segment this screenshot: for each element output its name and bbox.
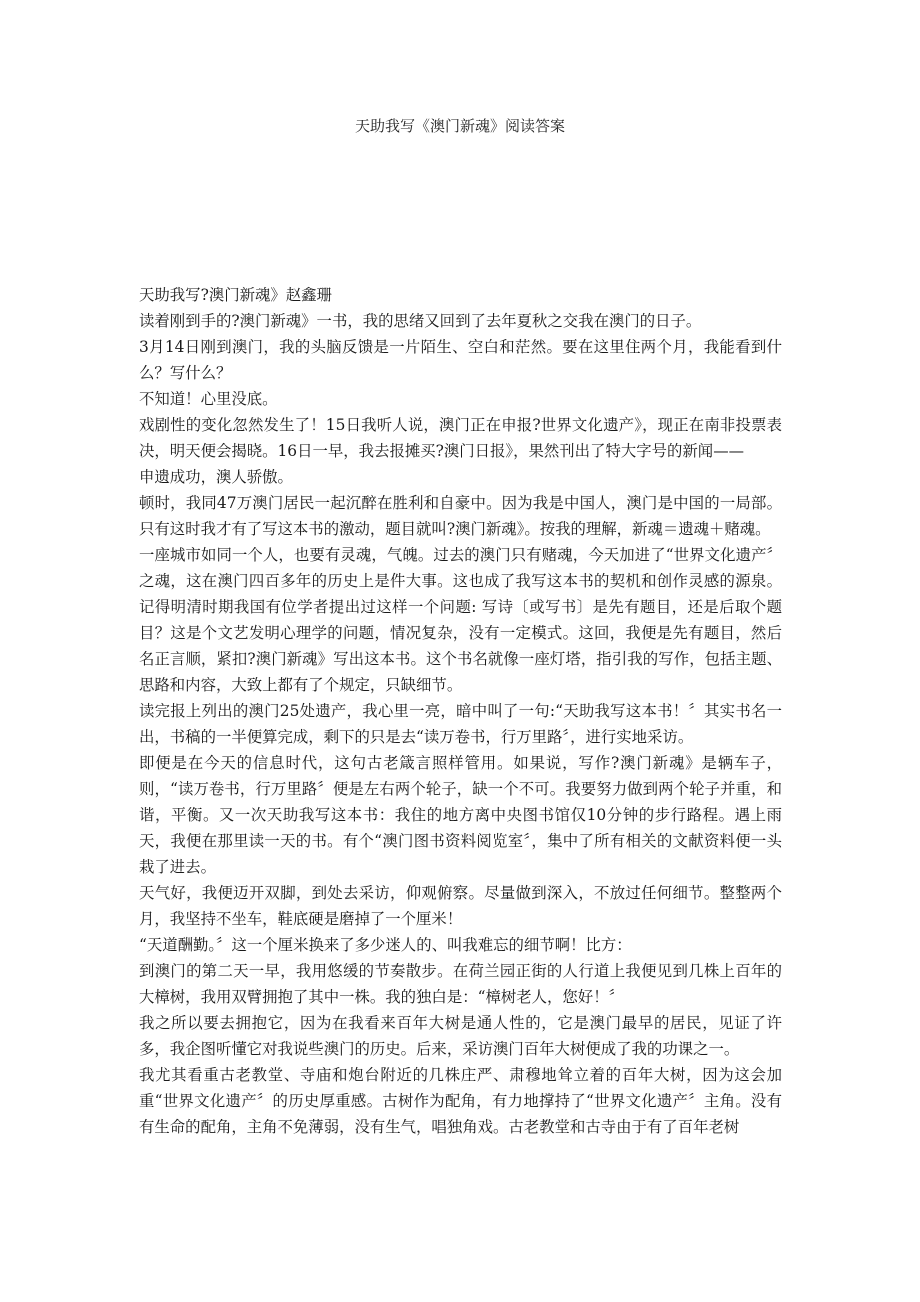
paragraph: 我尤其看重古老教堂、寺庙和炮台附近的几株庄严、肃穆地耸立着的百年大树，因为这会加重“世界文化遗产〞的历史厚重感。古树作为配角，有力地撑持了“世界文化遗产〞主角。没有有生命的配角，主角不免薄弱，没有生气，唱独角戏。古老教堂和古寺由于有了百年老树: [139, 1066, 782, 1136]
paragraph: 不知道！心里没底。: [139, 390, 278, 408]
paragraph: 我之所以要去拥抱它，因为在我看来百年大树是通人性的，它是澳门最早的居民，见证了许多，我企图听懂它对我说些澳门的历史。后来，采访澳门百年大树便成了我的功课之一。: [139, 1014, 782, 1058]
paragraph: 到澳门的第二天一早，我用悠缓的节奏散步。在荷兰园正街的人行道上我便见到几株上百年的大樟树，我用双臂拥抱了其中一株。我的独白是：“樟树老人，您好！〞: [139, 962, 782, 1006]
paragraph: “天道酬勤。〞这一个厘米换来了多少迷人的、叫我难忘的细节啊！比方：: [139, 936, 632, 954]
paragraph: 天气好，我便迈开双脚，到处去采访，仰观俯察。尽量做到深入，不放过任何细节。整整两个月，我坚持不坐车，鞋底硬是磨掉了一个厘米！: [139, 884, 782, 928]
page-title: 天助我写《澳门新魂》阅读答案: [354, 117, 565, 135]
paragraph: 3月14日刚到澳门，我的头脑反馈是一片陌生、空白和茫然。要在这里住两个月，我能看到什么？写什么？: [139, 338, 782, 382]
paragraph: 申遗成功，澳人骄傲。: [139, 468, 293, 486]
paragraph: 读完报上列出的澳门25处遗产，我心里一亮，暗中叫了一句:“天助我写这本书！〞其实书名一出，书稿的一半便算完成，剩下的只是去“读万卷书，行万里路〞，进行实地采访。: [139, 702, 782, 746]
paragraph: 即便是在今天的信息时代，这句古老箴言照样管用。如果说，写作?澳门新魂》是辆车子，则，“读万卷书，行万里路〞便是左右两个轮子，缺一个不可。我要努力做到两个轮子并重，和谐，平衡。又一次天助我写这本书：我住的地方离中央图书馆仅10分钟的步行路程。遇上雨天，我便在那里读一天的书。有个“澳门图书资料阅览室〞，集中了所有相关的文献资料便一头栽了进去。: [139, 754, 782, 876]
paragraph: 读着刚到手的?澳门新魂》一书，我的思绪又回到了去年夏秋之交我在澳门的日子。: [139, 312, 702, 330]
article-byline: 天助我写?澳门新魂》赵鑫珊: [139, 286, 332, 304]
article-body: [139, 282, 782, 1140]
paragraph: 戏剧性的变化忽然发生了！15日我听人说，澳门正在申报?世界文化遗产》，现正在南非投票表决，明天便会揭晓。16日一早，我去报摊买?澳门日报》，果然刊出了特大字号的新闻——: [139, 416, 782, 460]
paragraph: 顿时，我同47万澳门居民一起沉醉在胜利和自豪中。因为我是中国人，澳门是中国的一局部。只有这时我才有了写这本书的激动，题目就叫?澳门新魂》。按我的理解，新魂＝遗魂＋赌魂。: [139, 494, 782, 538]
paragraph: 一座城市如同一个人，也要有灵魂，气魄。过去的澳门只有赌魂，今天加进了“世界文化遗产〞之魂，这在澳门四百多年的历史上是件大事。这也成了我写这本书的契机和创作灵感的源泉。记得明清时期我国有位学者提出过这样一个问题: 写诗〔或写书〕是先有题目，还是后取个题目？这是个文艺发明心理学的问题，情况复杂，没有一定模式。这回，我便是先有题目，然后名正言顺，紧扣?澳门新魂》写出这本书。这个书名就像一座灯塔，指引我的写作，包括主题、思路和内容，大致上都有了个规定，只缺细节。: [139, 546, 782, 694]
